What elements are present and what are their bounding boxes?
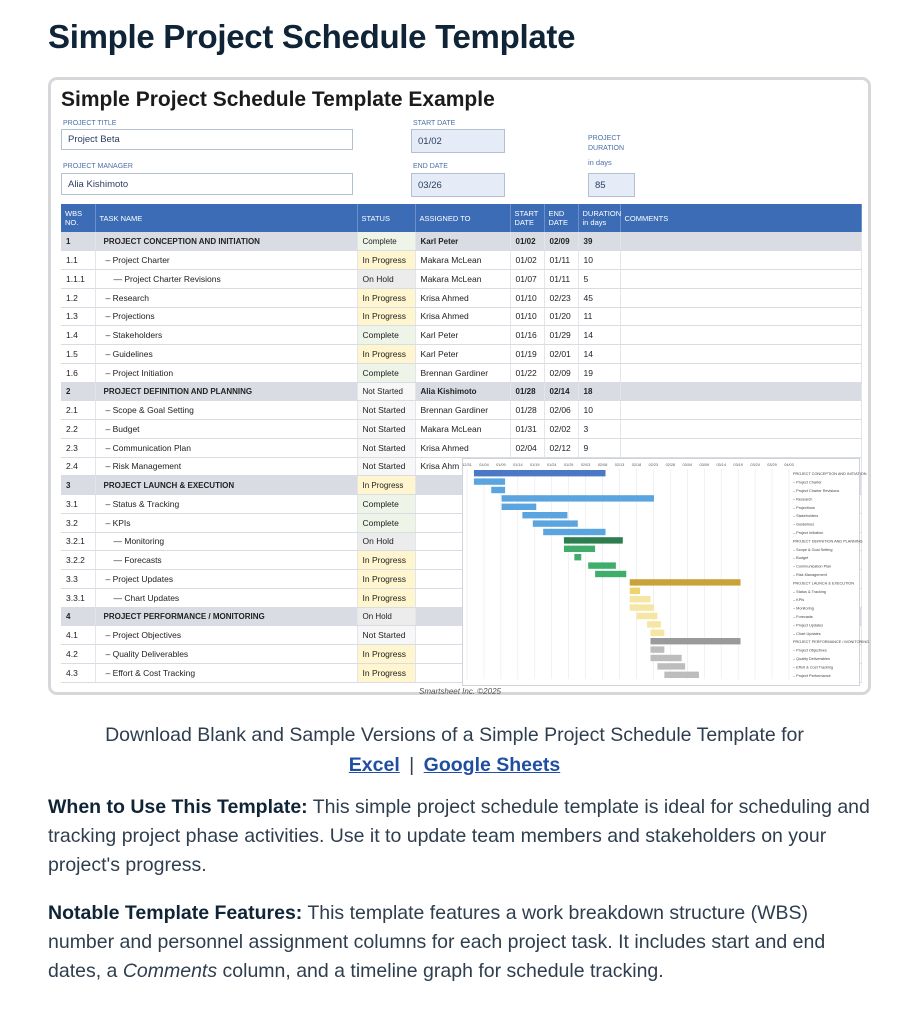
gantt-task-label: – Quality Deliverables <box>793 657 830 661</box>
assigned-cell: Makara McLean <box>415 420 510 439</box>
start-date-cell: 01/28 <box>510 401 544 420</box>
gantt-task-label: – Research <box>793 497 813 502</box>
when-to-use-body: This simple project schedule template is ideal for scheduling and tracking project phase activities. Use it to update team members and stakeholders on your project's progress. <box>48 796 870 876</box>
gantt-task-label: – Scope & Goal Setting <box>793 547 833 552</box>
wbs-cell: 2.4 <box>61 457 95 476</box>
gantt-bar <box>564 546 595 552</box>
wbs-cell: 2.1 <box>61 401 95 420</box>
table-row <box>61 288 861 307</box>
status-cell: In Progress <box>357 588 415 607</box>
gantt-tick-label: 03/24 <box>750 463 760 467</box>
gantt-bar <box>502 504 537 510</box>
gantt-tick-label: 01/14 <box>513 463 523 467</box>
gantt-task-label: PROJECT CONCEPTION AND INITIATION <box>793 472 867 477</box>
task-name-cell: – Effort & Cost Tracking <box>95 663 357 682</box>
gantt-tick-label: 01/24 <box>546 463 557 467</box>
table-header-row <box>61 204 861 232</box>
gantt-tick-label: 02/03 <box>580 463 591 467</box>
gantt-task-label: – Project Initiation <box>793 531 824 535</box>
status-cell: Complete <box>357 326 415 345</box>
wbs-cell: 3.2.2 <box>61 551 95 570</box>
end-date-cell: 02/23 <box>544 288 578 307</box>
status-cell: In Progress <box>357 476 415 495</box>
gantt-tick-label: 02/08 <box>597 463 608 467</box>
table-row <box>61 251 861 270</box>
duration-cell: 9 <box>578 438 620 457</box>
wbs-cell: 1.1 <box>61 251 95 270</box>
duration-label-line2: DURATION <box>588 145 625 152</box>
gantt-bar <box>651 646 665 652</box>
gantt-tick-label: 02/18 <box>631 463 642 467</box>
assigned-cell: Brennan Gardiner <box>415 401 510 420</box>
end-date-cell: 01/20 <box>544 307 578 326</box>
gantt-tick-label: 03/14 <box>716 463 726 467</box>
task-name-cell: – Project Initiation <box>95 363 357 382</box>
status-cell: On Hold <box>357 270 415 289</box>
comments-cell <box>620 382 861 401</box>
phase-row <box>61 232 861 251</box>
task-name-cell: — Monitoring <box>95 532 357 551</box>
wbs-cell: 1 <box>61 232 95 251</box>
gantt-tick-label: 03/19 <box>733 463 743 467</box>
project-manager-field: Alia Kishimoto <box>61 173 353 195</box>
duration-cell: 10 <box>578 401 620 420</box>
gantt-task-label: – Budget <box>793 556 809 561</box>
assigned-cell: Karl Peter <box>415 345 510 364</box>
task-name-cell: – Quality Deliverables <box>95 645 357 664</box>
col-assigned-to: ASSIGNED TO <box>415 204 510 232</box>
comments-cell <box>620 232 861 251</box>
duration-cell: 3 <box>578 420 620 439</box>
gantt-bar <box>657 663 685 669</box>
task-name-cell: PROJECT LAUNCH & EXECUTION <box>95 476 357 495</box>
page-title: Simple Project Schedule Template <box>48 18 576 55</box>
gantt-tick-label: 03/09 <box>699 463 710 467</box>
comments-cell <box>620 307 861 326</box>
spreadsheet <box>59 86 870 696</box>
duration-cell: 14 <box>578 326 620 345</box>
gantt-bar <box>664 672 699 678</box>
duration-field: 85 <box>588 173 635 197</box>
duration-cell: 11 <box>578 307 620 326</box>
assigned-cell: Alia Kishimoto <box>415 382 510 401</box>
task-name-cell: – Project Charter <box>95 251 357 270</box>
gantt-tick-label: 02/28 <box>665 463 676 467</box>
google-sheets-link[interactable]: Google Sheets <box>423 754 561 776</box>
gantt-tick-label: 03/04 <box>682 463 693 467</box>
gantt-bar <box>651 638 741 644</box>
download-section <box>0 720 909 780</box>
download-text: Download Blank and Sample Versions of a Simple Project Schedule Template for <box>105 724 804 746</box>
table-row <box>61 270 861 289</box>
table-row <box>61 438 861 457</box>
start-date-cell: 01/19 <box>510 345 544 364</box>
gantt-bar <box>502 495 654 501</box>
task-name-cell: – Project Updates <box>95 570 357 589</box>
gantt-task-label: – Project Objectives <box>793 648 827 653</box>
start-date-cell: 01/10 <box>510 307 544 326</box>
status-cell: Complete <box>357 232 415 251</box>
wbs-cell: 1.6 <box>61 363 95 382</box>
status-cell: Not Started <box>357 457 415 476</box>
gantt-task-label: – Status & Tracking <box>793 589 826 594</box>
gantt-task-label: – KPIs <box>793 598 805 603</box>
end-date-cell: 02/12 <box>544 438 578 457</box>
gantt-task-label: PROJECT PERFORMANCE / MONITORING <box>793 640 870 645</box>
start-date-cell: 01/16 <box>510 326 544 345</box>
gantt-task-label: – Communication Plan <box>793 564 832 569</box>
task-name-cell: – Status & Tracking <box>95 495 357 514</box>
features-body-1: This template features a work breakdown structure (WBS) number and personnel assignment columns for each project task. It includes start and end dates, a <box>48 902 826 982</box>
gantt-tick-label: 03/29 <box>767 463 777 467</box>
col-status: STATUS <box>357 204 415 232</box>
gantt-bar <box>647 621 661 627</box>
gantt-bar <box>588 562 616 568</box>
gantt-bar <box>637 613 658 619</box>
assigned-cell: Karl Peter <box>415 232 510 251</box>
table-row <box>61 307 861 326</box>
comments-cell <box>620 326 861 345</box>
start-date-label: START DATE <box>413 120 456 127</box>
end-date-cell: 02/09 <box>544 232 578 251</box>
status-cell: Not Started <box>357 626 415 645</box>
status-cell: Not Started <box>357 438 415 457</box>
comments-cell <box>620 420 861 439</box>
wbs-cell: 4.1 <box>61 626 95 645</box>
project-title-label: PROJECT TITLE <box>63 120 117 127</box>
task-name-cell: – Scope & Goal Setting <box>95 401 357 420</box>
start-date-cell: 01/22 <box>510 363 544 382</box>
wbs-cell: 2.2 <box>61 420 95 439</box>
wbs-cell: 4.3 <box>61 663 95 682</box>
duration-cell: 5 <box>578 270 620 289</box>
gantt-tick-label: 02/23 <box>648 463 659 467</box>
wbs-cell: 3 <box>61 476 95 495</box>
features-body-2: column, and a timeline graph for schedule tracking. <box>217 960 664 982</box>
gantt-task-label: – Monitoring <box>793 606 814 611</box>
col-duration: DURATION in days <box>578 204 620 232</box>
status-cell: In Progress <box>357 288 415 307</box>
end-date-cell: 02/06 <box>544 401 578 420</box>
assigned-cell: Krisa Ahmed <box>415 288 510 307</box>
end-date-cell: 01/29 <box>544 326 578 345</box>
gantt-bar <box>651 630 665 636</box>
status-cell: In Progress <box>357 663 415 682</box>
status-cell: Complete <box>357 513 415 532</box>
gantt-bar <box>630 579 741 585</box>
comments-cell <box>620 288 861 307</box>
comments-cell <box>620 363 861 382</box>
wbs-cell: 3.1 <box>61 495 95 514</box>
assigned-cell: Brennan Gardiner <box>415 363 510 382</box>
task-name-cell: – Risk Management <box>95 457 357 476</box>
col-task-name: TASK NAME <box>95 204 357 232</box>
sheet-title: Simple Project Schedule Template Example <box>61 88 495 111</box>
start-date-cell: 01/02 <box>510 232 544 251</box>
gantt-bar <box>522 512 567 518</box>
duration-cell: 18 <box>578 382 620 401</box>
start-date-cell: 01/28 <box>510 382 544 401</box>
wbs-cell: 1.3 <box>61 307 95 326</box>
gantt-tick-label: 01/09 <box>496 463 506 467</box>
status-cell: Not Started <box>357 420 415 439</box>
gantt-bar <box>474 470 606 476</box>
gantt-bar <box>491 487 505 493</box>
gantt-bar <box>630 588 640 594</box>
gantt-task-label: – Stakeholders <box>793 514 819 519</box>
task-name-cell: – Research <box>95 288 357 307</box>
assigned-cell: Makara McLean <box>415 251 510 270</box>
task-name-cell: — Chart Updates <box>95 588 357 607</box>
start-date-field: 01/02 <box>411 129 505 153</box>
col-start-date: START DATE <box>510 204 544 232</box>
task-name-cell: – Budget <box>95 420 357 439</box>
status-cell: Complete <box>357 495 415 514</box>
duration-label-line1: PROJECT <box>588 135 621 142</box>
end-date-label: END DATE <box>413 163 448 170</box>
status-cell: In Progress <box>357 307 415 326</box>
task-name-cell: PROJECT DEFINITION AND PLANNING <box>95 382 357 401</box>
gantt-tick-label: 01/29 <box>563 463 574 467</box>
gantt-tick-label: 01/19 <box>530 463 540 467</box>
table-row <box>61 420 861 439</box>
status-cell: On Hold <box>357 532 415 551</box>
col-wbs: WBS NO. <box>61 204 95 232</box>
wbs-cell: 1.2 <box>61 288 95 307</box>
status-cell: In Progress <box>357 251 415 270</box>
assigned-cell: Makara McLean <box>415 270 510 289</box>
end-date-cell: 01/11 <box>544 251 578 270</box>
gantt-bar <box>474 478 505 484</box>
assigned-cell: Krisa Ahm <box>415 457 510 476</box>
status-cell: In Progress <box>357 345 415 364</box>
comments-cell <box>620 345 861 364</box>
assigned-cell: Krisa Ahmed <box>415 438 510 457</box>
end-date-cell: 02/02 <box>544 420 578 439</box>
wbs-cell: 1.1.1 <box>61 270 95 289</box>
wbs-cell: 3.3 <box>61 570 95 589</box>
status-cell: Not Started <box>357 401 415 420</box>
gantt-task-label: – Effort & Cost Tracking <box>793 665 834 670</box>
phase-row <box>61 382 861 401</box>
credit-text: Smartsheet Inc. ©2025 <box>419 687 501 696</box>
gantt-tick-label: 02/13 <box>614 463 625 467</box>
wbs-cell: 3.2 <box>61 513 95 532</box>
task-name-cell: – Project Objectives <box>95 626 357 645</box>
task-name-cell: – Stakeholders <box>95 326 357 345</box>
gantt-bar <box>574 554 581 560</box>
gantt-task-label: PROJECT LAUNCH & EXECUTION <box>793 581 855 586</box>
task-name-cell: – Projections <box>95 307 357 326</box>
gantt-task-label: – Project Updates <box>793 623 824 628</box>
duration-cell: 39 <box>578 232 620 251</box>
gantt-task-label: – Risk Management <box>793 573 827 577</box>
gantt-task-label: – Project Performance <box>793 673 831 678</box>
excel-link[interactable]: Excel <box>348 754 400 776</box>
task-name-cell: — Project Charter Revisions <box>95 270 357 289</box>
col-end-date: END DATE <box>544 204 578 232</box>
table-row <box>61 326 861 345</box>
status-cell: In Progress <box>357 570 415 589</box>
wbs-cell: 1.5 <box>61 345 95 364</box>
task-name-cell: – KPIs <box>95 513 357 532</box>
project-manager-label: PROJECT MANAGER <box>63 163 133 170</box>
wbs-cell: 1.4 <box>61 326 95 345</box>
gantt-bar <box>651 655 682 661</box>
comments-cell <box>620 270 861 289</box>
link-separator: | <box>409 754 415 776</box>
wbs-cell: 2 <box>61 382 95 401</box>
gantt-task-label: – Guidelines <box>793 522 815 527</box>
task-name-cell: – Guidelines <box>95 345 357 364</box>
gantt-bar <box>533 520 578 526</box>
gantt-chart <box>462 458 870 686</box>
gantt-bar <box>630 604 654 610</box>
features-italic: Comments <box>122 960 218 982</box>
wbs-cell: 2.3 <box>61 438 95 457</box>
when-to-use-paragraph <box>48 793 878 880</box>
assigned-cell: Krisa Ahmed <box>415 307 510 326</box>
comments-cell <box>620 438 861 457</box>
end-date-cell: 02/09 <box>544 363 578 382</box>
end-date-field: 03/26 <box>411 173 505 197</box>
status-cell: Not Started <box>357 382 415 401</box>
gantt-bar <box>630 596 651 602</box>
table-row <box>61 401 861 420</box>
start-date-cell: 02/04 <box>510 438 544 457</box>
duration-cell: 45 <box>578 288 620 307</box>
duration-cell: 10 <box>578 251 620 270</box>
gantt-bar <box>595 571 626 577</box>
wbs-cell: 4 <box>61 607 95 626</box>
duration-cell: 14 <box>578 345 620 364</box>
col-comments: COMMENTS <box>620 204 861 232</box>
status-cell: In Progress <box>357 551 415 570</box>
start-date-cell: 01/02 <box>510 251 544 270</box>
duration-cell: 19 <box>578 363 620 382</box>
assigned-cell: Karl Peter <box>415 326 510 345</box>
task-name-cell: PROJECT CONCEPTION AND INITIATION <box>95 232 357 251</box>
start-date-cell: 01/10 <box>510 288 544 307</box>
gantt-task-label: – Chart Updates <box>793 631 821 636</box>
start-date-cell: 01/31 <box>510 420 544 439</box>
gantt-bar <box>543 529 605 535</box>
gantt-task-label: – Forecasts <box>793 615 813 619</box>
gantt-svg <box>462 459 870 685</box>
gantt-bar <box>564 537 623 543</box>
status-cell: Complete <box>357 363 415 382</box>
start-date-cell: 01/07 <box>510 270 544 289</box>
duration-sub-label: in days <box>588 158 612 167</box>
gantt-tick-label: 04/03 <box>784 463 794 467</box>
status-cell: On Hold <box>357 607 415 626</box>
task-name-cell: PROJECT PERFORMANCE / MONITORING <box>95 607 357 626</box>
wbs-cell: 4.2 <box>61 645 95 664</box>
end-date-cell: 02/14 <box>544 382 578 401</box>
end-date-cell: 01/11 <box>544 270 578 289</box>
when-to-use-heading: When to Use This Template: <box>48 796 308 818</box>
comments-cell <box>620 401 861 420</box>
gantt-tick-label: 01/04 <box>479 463 489 467</box>
gantt-task-label: – Project Charter Revisions <box>793 489 840 493</box>
project-title-field: Project Beta <box>61 129 353 150</box>
task-name-cell: – Communication Plan <box>95 438 357 457</box>
comments-cell <box>620 251 861 270</box>
table-row <box>61 363 861 382</box>
template-preview-image <box>48 77 871 695</box>
status-cell: In Progress <box>357 645 415 664</box>
gantt-task-label: – Projections <box>793 505 815 510</box>
gantt-task-label: – Project Charter <box>793 480 822 485</box>
table-row <box>61 345 861 364</box>
features-paragraph <box>48 899 878 986</box>
wbs-cell: 3.3.1 <box>61 588 95 607</box>
wbs-cell: 3.2.1 <box>61 532 95 551</box>
gantt-task-label: PROJECT DEFINITION AND PLANNING <box>793 539 863 544</box>
features-heading: Notable Template Features: <box>48 902 303 924</box>
gantt-tick-label: 12/31 <box>462 463 472 467</box>
task-name-cell: — Forecasts <box>95 551 357 570</box>
end-date-cell: 02/01 <box>544 345 578 364</box>
